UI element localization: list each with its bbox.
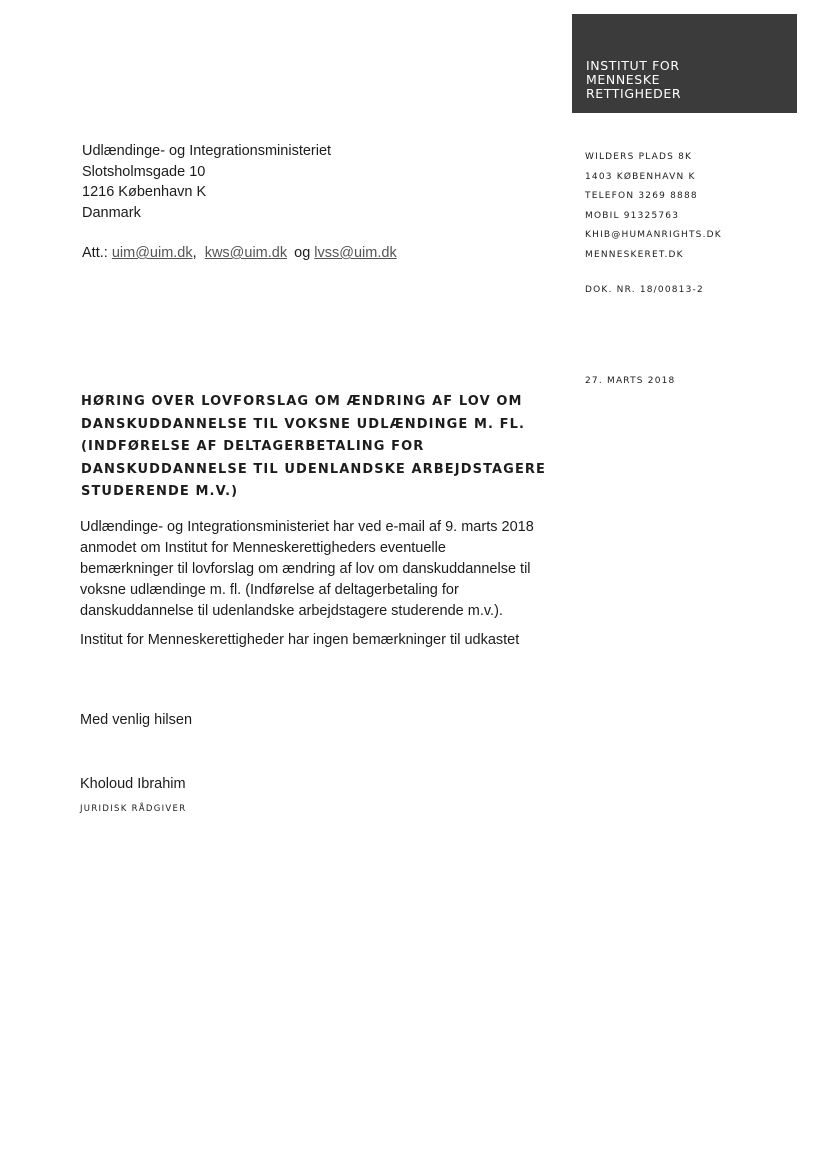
subject-line-1: HØRING OVER LOVFORSLAG OM ÆNDRING AF LOV OM <box>81 394 523 409</box>
recipient-address <box>82 141 331 223</box>
att-separator: , <box>192 245 197 261</box>
document-date: 27. MARTS 2018 <box>585 376 676 386</box>
sender-address: WILDERS PLADS 8K <box>585 152 693 162</box>
body-line: danskuddannelse til udenlandske arbejdstagere studerende m.v.). <box>80 603 503 619</box>
email-link-uim[interactable]: uim@uim.dk <box>111 245 193 261</box>
signer-role: JURIDISK RÅDGIVER <box>80 804 187 814</box>
document-number: DOK. NR. 18/00813-2 <box>585 285 704 295</box>
body-line: anmodet om Institut for Menneskerettigheders eventuelle <box>80 540 446 556</box>
sender-city: 1403 KØBENHAVN K <box>585 171 696 182</box>
logo-line-1: INSTITUT FOR <box>586 58 680 73</box>
recipient-name: Udlændinge- og Integrationsministeriet <box>82 143 332 159</box>
recipient-country: Danmark <box>82 204 141 221</box>
recipient-street: Slotsholmsgade 10 <box>82 163 206 180</box>
email-link-lvss[interactable]: lvss@uim.dk <box>314 245 397 261</box>
closing-greeting: Med venlig hilsen <box>80 712 193 728</box>
subject-line-2: DANSKUDDANNELSE TIL VOKSNE UDLÆNDINGE M. FL. <box>81 416 526 432</box>
body-paragraph-2: Institut for Menneskerettigheder har ingen bemærkninger til udkastet <box>80 632 520 648</box>
recipient-city: 1216 København K <box>82 184 207 200</box>
logo-line-3: RETTIGHEDER <box>586 86 682 101</box>
body-line: Udlændinge- og Integrationsministeriet har ved e-mail af 9. marts 2018 <box>80 519 534 535</box>
logo-line-2: MENNESKE <box>586 72 661 87</box>
sender-contact-block <box>585 148 722 265</box>
subject-heading <box>81 391 551 504</box>
body-line: voksne udlændinge m. fl. (Indførelse af deltagerbetaling for <box>80 582 459 598</box>
attention-line <box>82 243 397 263</box>
att-conjunction: og <box>294 245 311 261</box>
signer-name: Kholoud Ibrahim <box>80 776 186 792</box>
body-line: bemærkninger til lovforslag om ændring af lov om danskuddannelse til <box>80 561 531 577</box>
sender-email: KHIB@HUMANRIGHTS.DK <box>585 230 722 240</box>
body-paragraph-1 <box>80 517 570 622</box>
att-label: Att.: <box>82 245 108 261</box>
subject-line-5: STUDERENDE M.V.) <box>81 484 239 499</box>
sender-website: MENNESKERET.DK <box>585 249 684 260</box>
email-link-kws[interactable]: kws@uim.dk <box>204 245 288 261</box>
institute-logo <box>572 14 797 113</box>
sender-phone: TELEFON 3269 8888 <box>585 191 698 201</box>
subject-line-3: (INDFØRELSE AF DELTAGERBETALING FOR <box>81 439 425 454</box>
subject-line-4: DANSKUDDANNELSE TIL UDENLANDSKE ARBEJDSTAGERE <box>81 461 547 477</box>
sender-mobile: MOBIL 91325763 <box>585 210 680 221</box>
